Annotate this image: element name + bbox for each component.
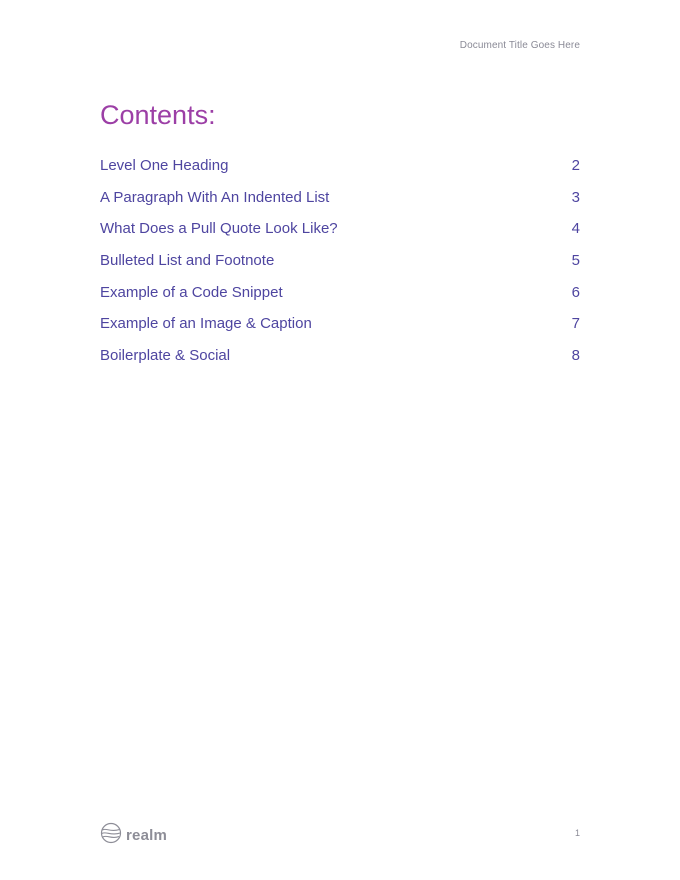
toc-entry[interactable] [100, 150, 580, 182]
toc-entry-page[interactable]: 2 [571, 157, 580, 175]
toc-entry-label[interactable]: Level One Heading [100, 157, 229, 175]
toc-entry-page[interactable]: 6 [571, 283, 580, 301]
toc-entry-label[interactable]: A Paragraph With An Indented List [100, 188, 330, 206]
toc-entry-label[interactable]: Example of a Code Snippet [100, 283, 283, 301]
toc-entry-page[interactable]: 3 [571, 188, 580, 206]
realm-logo [100, 822, 167, 849]
page-number: 1 [574, 828, 580, 838]
toc-entry-page[interactable]: 5 [571, 252, 580, 270]
toc-entry[interactable] [100, 340, 580, 372]
toc-entry[interactable] [100, 213, 580, 245]
toc-entry-label[interactable]: Boilerplate & Social [100, 346, 231, 364]
toc-entry-page[interactable]: 8 [571, 346, 580, 364]
toc-entry-page[interactable]: 7 [571, 315, 580, 333]
toc-entry[interactable] [100, 308, 580, 340]
toc-entry-label[interactable]: Bulleted List and Footnote [100, 252, 275, 270]
document-title: Document Title Goes Here [459, 40, 580, 51]
toc-entry[interactable] [100, 276, 580, 308]
toc-entry-label[interactable]: Example of an Image & Caption [100, 315, 312, 333]
toc-entry-label[interactable]: What Does a Pull Quote Look Like? [100, 220, 338, 238]
contents-heading: Contents: [100, 100, 216, 130]
toc-entry[interactable] [100, 245, 580, 277]
toc-entry-page[interactable]: 4 [571, 220, 580, 238]
table-of-contents [100, 150, 580, 371]
realm-logo-text: realm [126, 827, 168, 844]
toc-entry[interactable] [100, 182, 580, 214]
realm-logo-icon [100, 822, 122, 849]
